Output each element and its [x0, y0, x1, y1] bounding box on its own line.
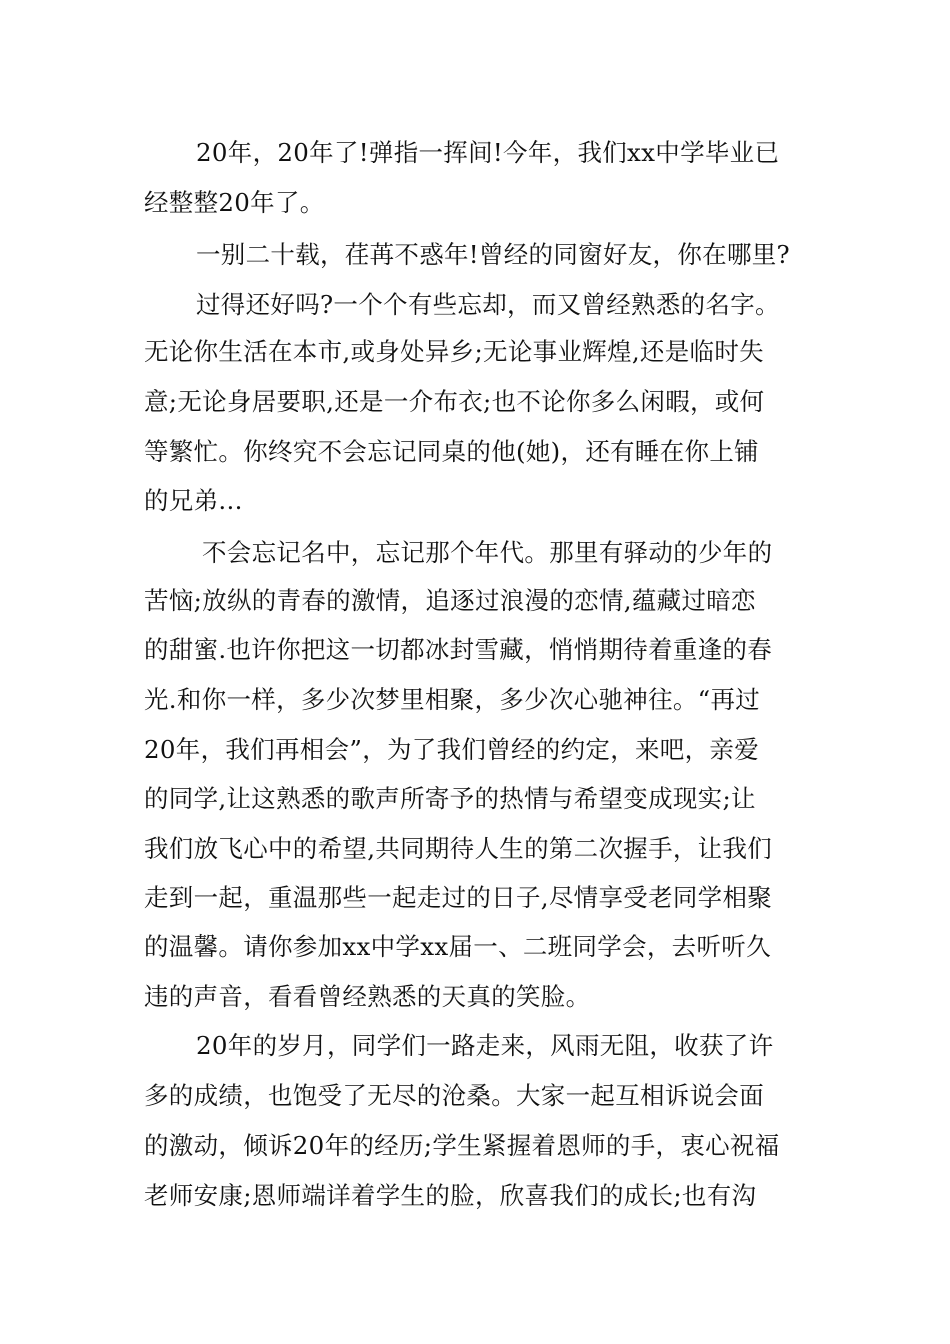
text-line: 20年，我们再相会”，为了我们曾经的约定，来吧，亲爱: [144, 735, 759, 764]
text-line: 无论你生活在本市,或身处异乡;无论事业辉煌,还是临时失: [144, 337, 764, 366]
text-line: 意;无论身居要职,还是一介布衣;也不论你多么闲暇，或何: [144, 387, 765, 416]
text-line: 的温馨。请你参加xx中学xx届一、二班同学会，去听听久: [144, 932, 771, 961]
text-line: 的兄弟...: [144, 486, 243, 515]
text-line: 多的成绩，也饱受了无尽的沧桑。大家一起互相诉说会面: [144, 1081, 764, 1110]
text-line: 不会忘记名中，忘记那个年代。那里有驿动的少年的: [202, 538, 773, 567]
text-line: 我们放飞心中的希望,共同期待人生的第二次握手，让我们: [144, 834, 773, 863]
text-line: 光.和你一样，多少次梦里相聚，多少次心驰神往。“再过: [144, 685, 761, 714]
text-line: 违的声音，看看曾经熟悉的天真的笑脸。: [144, 982, 591, 1011]
text-line: 一别二十载，荏苒不惑年!曾经的同窗好友，你在哪里?: [196, 240, 790, 269]
text-line: 老师安康;恩师端详着学生的脸，欣喜我们的成长;也有沟: [144, 1181, 757, 1210]
text-line: 20年，20年了!弹指一挥间!今年，我们xx中学毕业已: [196, 138, 780, 167]
text-line: 过得还好吗?一个个有些忘却，而又曾经熟悉的名字。: [196, 290, 780, 319]
text-line: 等繁忙。你终究不会忘记同桌的他(她)，还有睡在你上铺: [144, 437, 759, 466]
text-line: 走到一起，重温那些一起走过的日子,尽情享受老同学相聚: [144, 883, 773, 912]
text-line: 的甜蜜.也许你把这一切都冰封雪藏，悄悄期待着重逢的春: [144, 635, 773, 664]
text-line: 经整整20年了。: [144, 188, 325, 217]
text-line: 的激动，倾诉20年的经历;学生紧握着恩师的手，衷心祝福: [144, 1131, 780, 1160]
text-line: 20年的岁月，同学们一路走来，风雨无阻，收获了许: [196, 1031, 774, 1060]
text-line: 的同学,让这熟悉的歌声所寄予的热情与希望变成现实;让: [144, 784, 756, 813]
text-line: 苦恼;放纵的青春的激情，追逐过浪漫的恋情,蕴藏过暗恋: [144, 586, 756, 615]
